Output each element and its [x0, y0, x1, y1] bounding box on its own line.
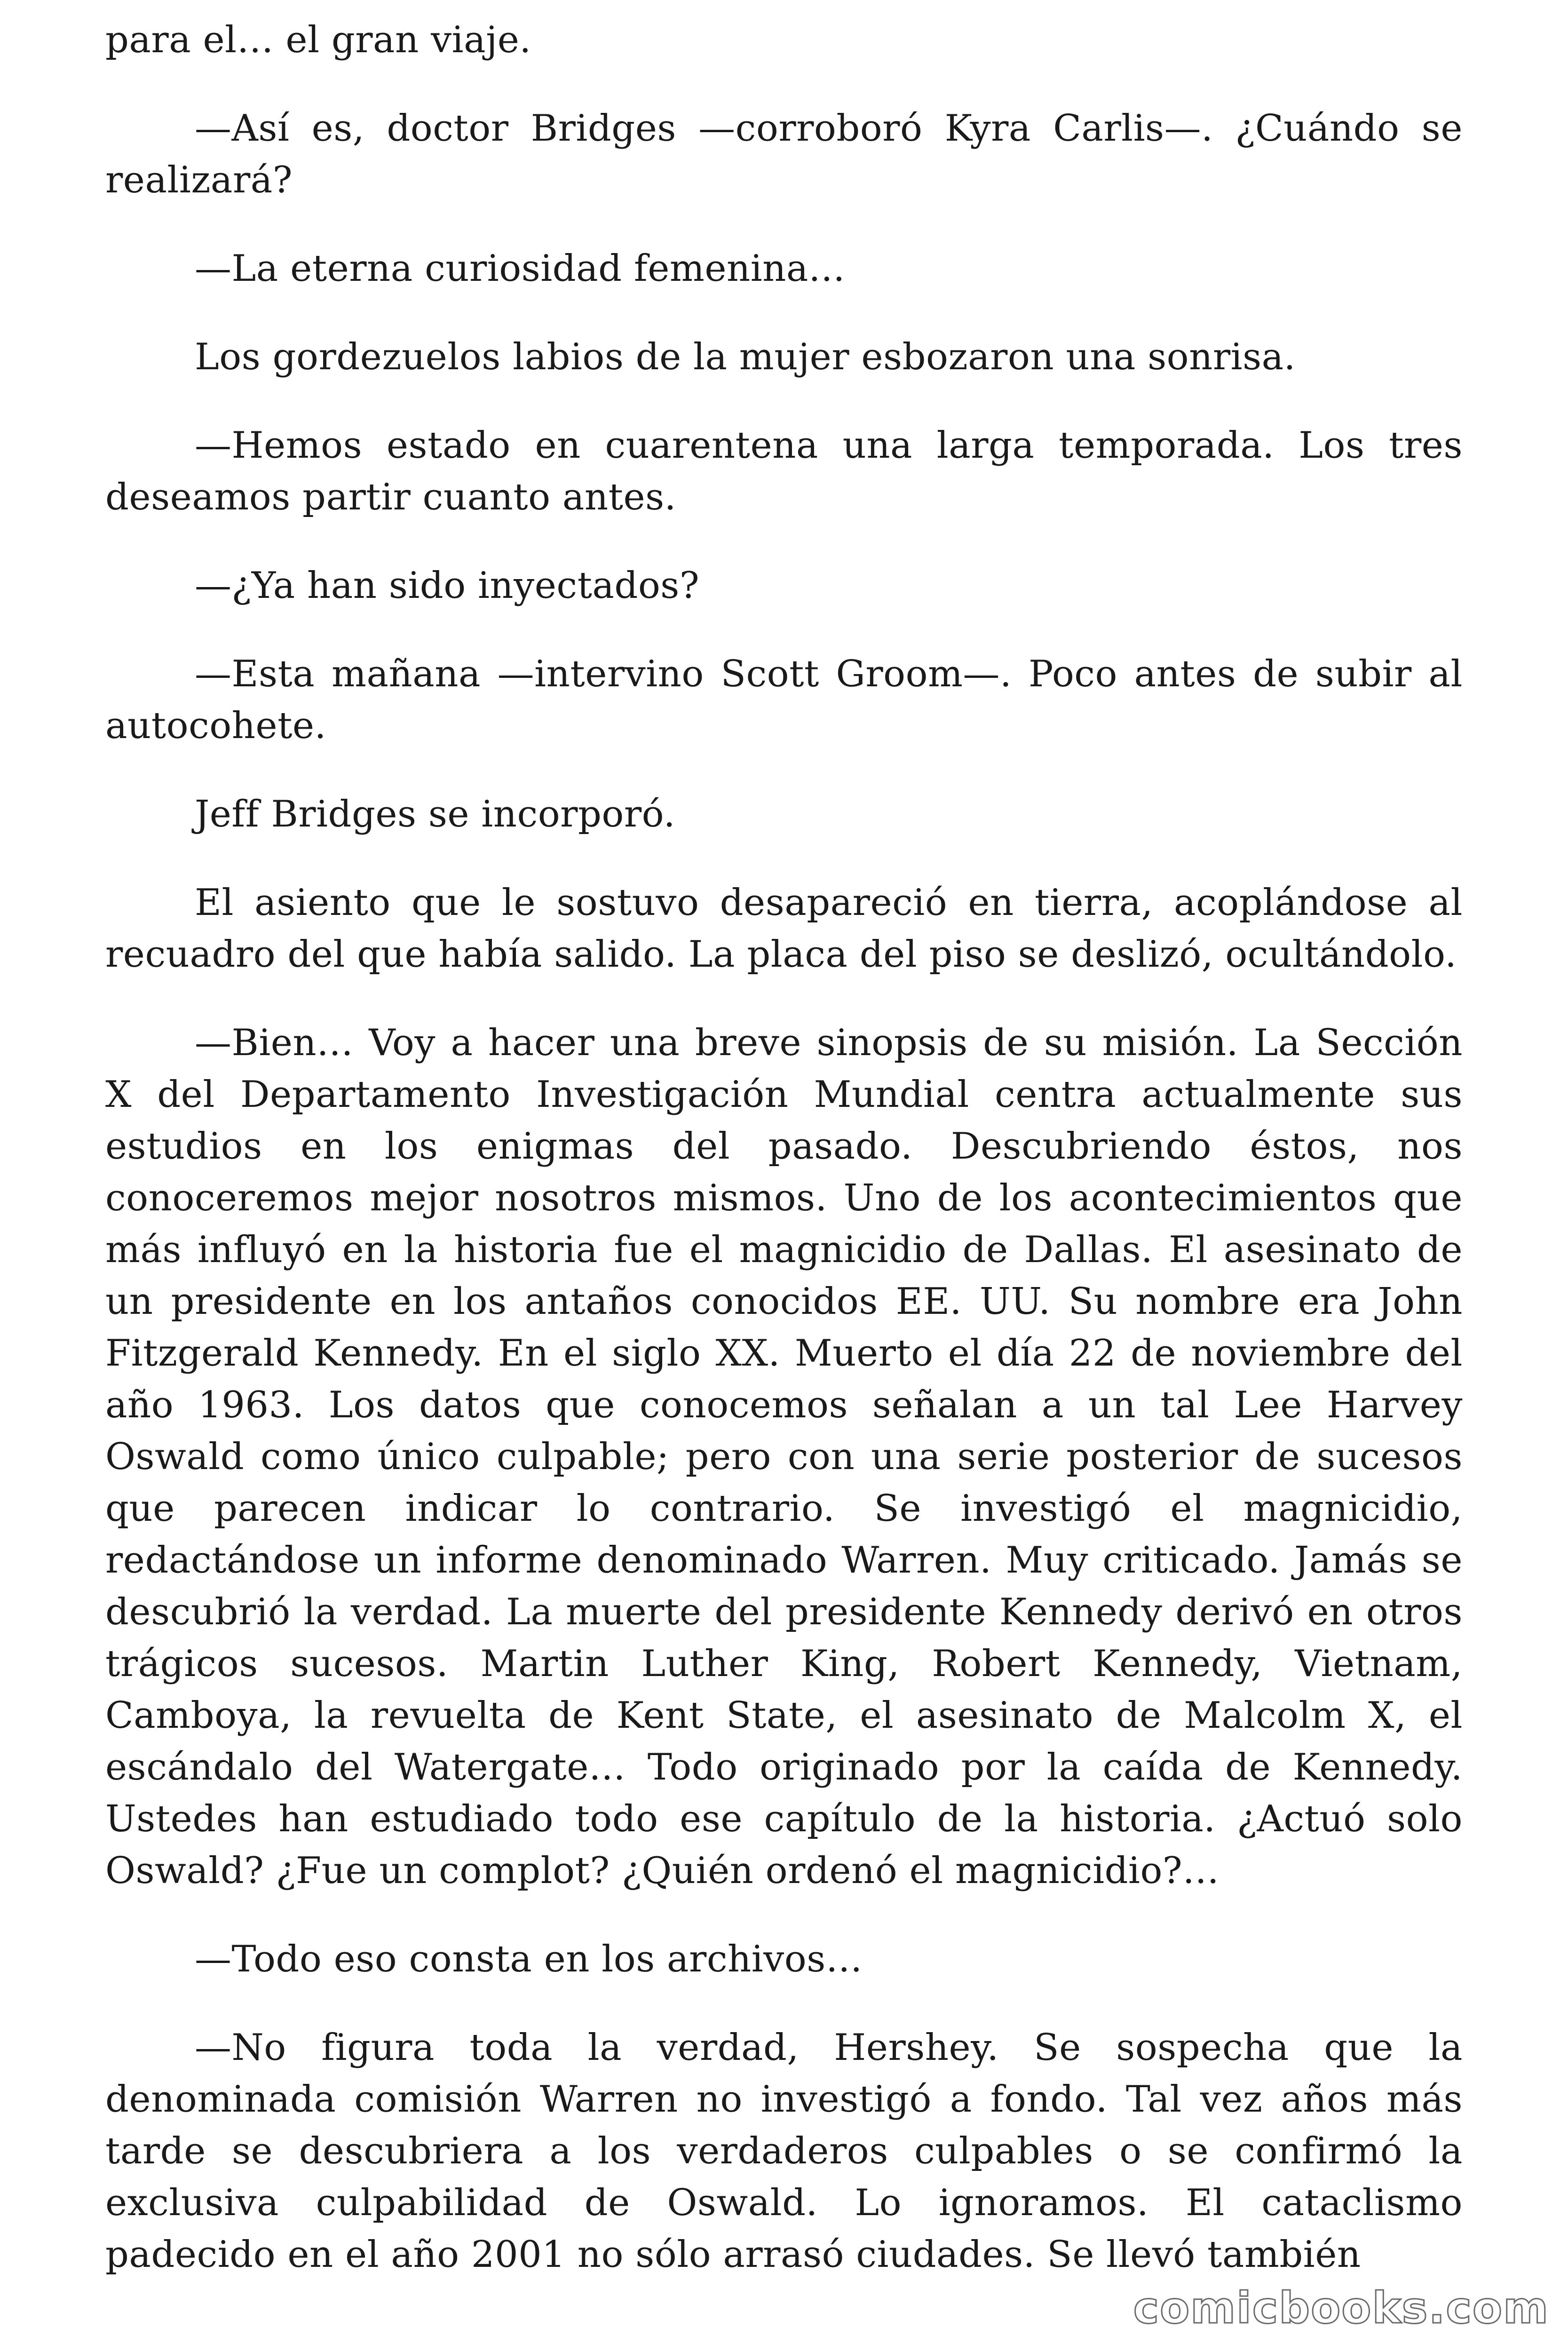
- site-watermark: comicbooks.com: [1133, 2283, 1549, 2333]
- paragraph: —Bien… Voy a hacer una breve sinopsis de su misión. La Sección X del Departamento Investigación Mundial centra actualmente sus estudios en los enigmas del pasado. Descubriendo éstos, nos conoceremos mejor nosotros mismos. Uno de los acontecimientos que más influyó en la historia fue el magnicidio de Dallas. El asesinato de un presidente en los antaños conocidos EE. UU. Su nombre era John Fitzgerald Kennedy. En el siglo XX. Muerto el día 22 de noviembre del año 1963. Los datos que conocemos señalan a un tal Lee Harvey Oswald como único culpable; pero con una serie posterior de sucesos que parecen indicar lo contrario. Se investigó el magnicidio, redactándose un informe denominado Warren. Muy criticado. Jamás se descubrió la verdad. La muerte del presidente Kennedy derivó en otros trágicos sucesos. Martin Luther King, Robert Kennedy, Vietnam, Camboya, la revuelta de Kent State, el asesinato de Malcolm X, el escándalo del Watergate… Todo originado por la caída de Kennedy. Ustedes han estudiado todo ese capítulo de la historia. ¿Actuó solo Oswald? ¿Fue un complot? ¿Quién ordenó el magnicidio?…: [105, 1022, 1463, 1892]
- paragraph: —Esta mañana —intervino Scott Groom—. Poco antes de subir al autocohete.: [105, 653, 1463, 747]
- paragraph: Jeff Bridges se incorporó.: [195, 793, 676, 835]
- paragraph: para el… el gran viaje.: [105, 19, 531, 61]
- paragraph: —¿Ya han sido inyectados?: [195, 564, 700, 607]
- paragraph: Los gordezuelos labios de la mujer esbozaron una sonrisa.: [195, 336, 1296, 378]
- paragraph: —Hemos estado en cuarentena una larga temporada. Los tres deseamos partir cuanto antes.: [105, 424, 1463, 518]
- paragraph: —Así es, doctor Bridges —corroboró Kyra Carlis—. ¿Cuándo se realizará?: [105, 107, 1463, 201]
- paragraph: —La eterna curiosidad femenina…: [195, 247, 846, 290]
- paragraph: —No figura toda la verdad, Hershey. Se sospecha que la denominada comisión Warren no investigó a fondo. Tal vez años más tarde se descubriera a los verdaderos culpables o se confirmó la exclusiva culpabilidad de Oswald. Lo ignoramos. El cataclismo padecido en el año 2001 no sólo arrasó ciudades. Se llevó también: [105, 2026, 1463, 2276]
- paragraph: El asiento que le sostuvo desapareció en tierra, acoplándose al recuadro del que había salido. La placa del piso se deslizó, ocultándolo.: [105, 882, 1463, 976]
- paragraph: —Todo eso consta en los archivos…: [195, 1938, 863, 1980]
